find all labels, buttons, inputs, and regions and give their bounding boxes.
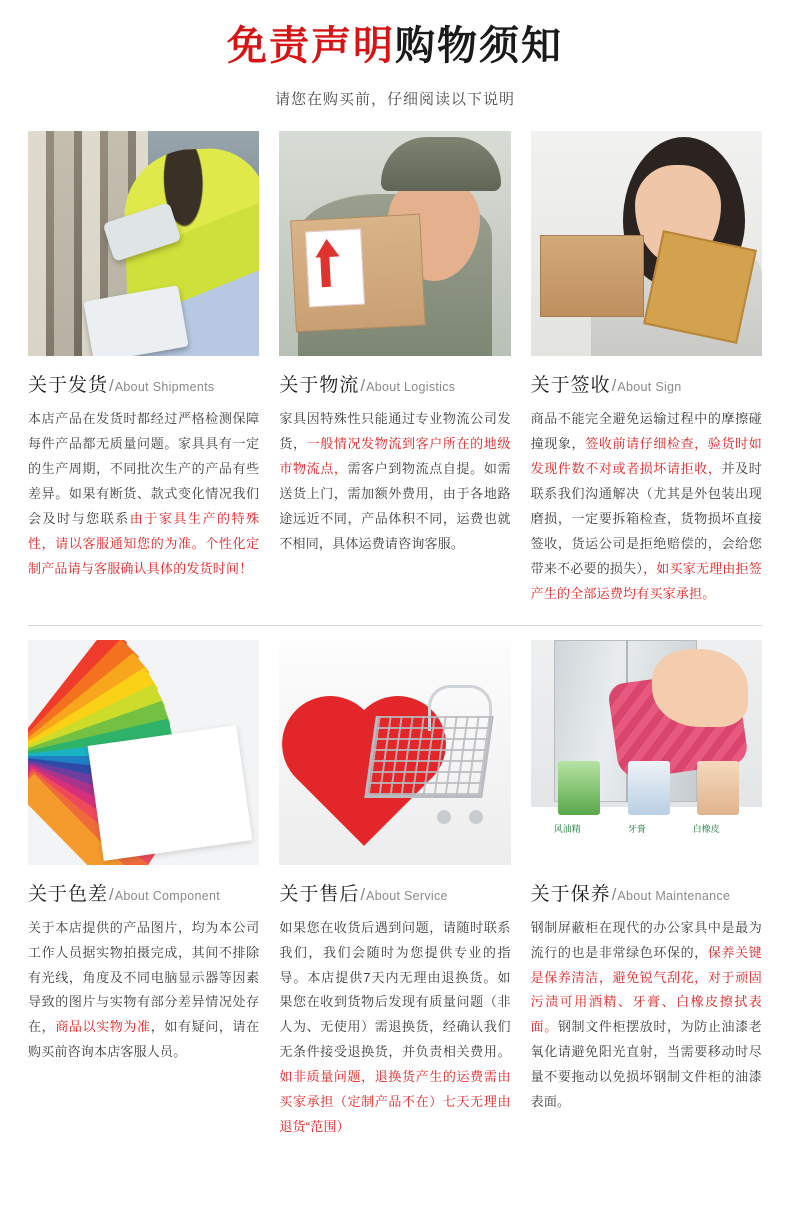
section-title-sign — [531, 370, 762, 397]
paragraph: 关于本店提供的产品图片，均为本公司工作人员据实物拍摄完成，其间不排除有光线，角度及不同电脑显示器等因素导致的图片与实物有部分差异情况处存在， — [28, 919, 260, 1035]
heart-shopping-cart-photo — [279, 640, 510, 865]
paragraph: ，如有疑问，请在购买前咨询本店客服人员。 — [28, 1019, 260, 1060]
product-label: 风油精 — [553, 824, 581, 835]
section-body-component — [28, 916, 259, 1066]
section-title-sep: / — [611, 884, 617, 904]
clipboard-icon — [643, 230, 757, 344]
paragraph-highlight: 签收前请仔细检查，验货时如发现件数不对或者损坏请拒收， — [530, 435, 762, 476]
section-title-en: About Service — [366, 888, 448, 903]
product-label: 白橡皮 — [692, 824, 720, 835]
section-title-en: About Sign — [617, 380, 682, 394]
page-title — [0, 22, 790, 70]
page-header — [0, 0, 790, 109]
paragraph: 如果您在收货后遇到问题，请随时联系我们，我们会随时为您提供专业的指导。本店提供7天内无理由退换货。如果您在收到货物后发现有质量问题（非人为、无使用）需退换货，经确认我们无条件接受退换货，并负责相关费用。 — [279, 919, 511, 1060]
section-sign — [531, 131, 762, 619]
section-title-en: About Shipments — [114, 380, 215, 394]
cart-wheel-icon — [469, 810, 483, 824]
section-title-sep: / — [611, 376, 617, 395]
section-title-cn: 关于物流 — [279, 375, 360, 396]
color-card — [88, 725, 253, 861]
product-label: 牙膏 — [627, 824, 646, 835]
section-title-en: About Component — [114, 888, 221, 903]
section-title-maintenance — [531, 879, 762, 906]
woman-signing-photo — [531, 131, 762, 356]
barcode-scanner-icon — [102, 202, 181, 262]
product-eraser-icon — [697, 761, 739, 815]
paragraph-highlight: 商品以实物为准 — [55, 1019, 151, 1035]
paragraph: 商品不能完全避免运输过程中的摩擦碰撞现象， — [530, 411, 762, 451]
section-body-sign — [531, 407, 762, 607]
row-divider — [28, 625, 762, 626]
paragraph: 钢制屏蔽柜在现代的办公家具中是最为流行的也是非常绿色环保的， — [530, 919, 762, 960]
section-title-component — [28, 879, 259, 906]
paragraph-highlight: 一般情况发物流到客户所在的地级市物流点， — [279, 435, 511, 476]
section-title-sep: / — [109, 376, 114, 395]
sections-grid — [28, 131, 762, 1152]
section-body-shipments — [28, 407, 259, 582]
carton-box-icon — [540, 235, 644, 317]
paragraph: 钢制文件柜摆放时，为防止油漆老氧化请避免阳光直射，当需要移动时尽量不要拖动以免损坏钢制文件柜的油漆表面。 — [530, 1019, 762, 1110]
paragraph: 需客户到物流点自提。如需送货上门，需加额外费用，由于各地路途远近不同，产品体积不同，运费也就不相同，具体运费请咨询客服。 — [279, 460, 511, 551]
section-shipments — [28, 131, 259, 619]
paragraph-highlight: ，如买家无理由拒签产生的全部运费均有买家承担。 — [530, 560, 762, 601]
cabinet-cleaning-photo — [531, 640, 762, 865]
section-title-cn: 关于色差 — [28, 883, 109, 905]
section-title-cn: 关于发货 — [28, 375, 109, 396]
section-title-service — [279, 879, 510, 906]
shopping-cart-icon — [364, 716, 494, 798]
product-tube-icon — [628, 761, 670, 815]
page-title-red: 免责声明 — [227, 24, 395, 68]
paragraph: 并及时联系我们沟通解决（尤其是外包装出现磨损，一定要拆箱检查，货物损坏直接签收，货运公司是拒绝赔偿的，会给您带来不必要的损失） — [530, 460, 762, 576]
paragraph: 本店产品在发货时都经过严格检测保障每件产品都无质量问题。家具具有一定的生产周期，不同批次生产的产品有些差异。如果有断货、款式变化情况我们会及时与您联系 — [28, 411, 260, 526]
hand-icon — [652, 649, 748, 727]
section-component — [28, 640, 259, 1153]
product-bottle-icon — [558, 761, 600, 815]
section-title-sep: / — [360, 376, 366, 395]
section-title-en: About Maintenance — [617, 888, 731, 903]
paragraph: 家具因特殊性只能通过专业物流公司发货， — [279, 411, 511, 451]
section-maintenance — [531, 640, 762, 1153]
section-title-cn: 关于售后 — [279, 883, 360, 905]
warehouse-scanner-photo — [28, 131, 259, 356]
section-title-logistics — [279, 370, 510, 397]
section-logistics — [279, 131, 510, 619]
page-subtitle: 请您在购买前，仔细阅读以下说明 — [274, 91, 515, 108]
paragraph-highlight: 如非质量问题，退换货产生的运费需由买家承担（定制产品不在）七天无理由退货“范围） — [279, 1069, 511, 1135]
section-title-cn: 关于保养 — [530, 883, 611, 905]
section-title-cn: 关于签收 — [530, 375, 611, 396]
cart-wheel-icon — [437, 810, 451, 824]
section-body-service — [279, 916, 510, 1141]
section-body-maintenance — [531, 916, 762, 1116]
section-title-sep: / — [109, 884, 114, 904]
courier-box-photo — [279, 131, 510, 356]
cap-icon — [381, 137, 501, 191]
paragraph-highlight: 由于家具生产的特殊性，请以客服通知您的为准。个性化定制产品请与客服确认具体的发货时间！ — [28, 510, 260, 576]
paragraph-highlight: 保养关键是保养清洁，避免锐气刮花，对于顽固污渍可用酒精、牙膏、白橡皮擦拭表面。 — [530, 944, 762, 1035]
section-title-en: About Logistics — [366, 380, 456, 394]
clipboard-icon — [83, 285, 188, 356]
section-title-sep: / — [360, 884, 366, 904]
page-title-dark: 购物须知 — [395, 24, 563, 68]
section-title-shipments — [28, 370, 259, 397]
section-body-logistics — [279, 407, 510, 557]
section-service — [279, 640, 510, 1153]
color-swatch-fan-photo — [28, 640, 259, 865]
